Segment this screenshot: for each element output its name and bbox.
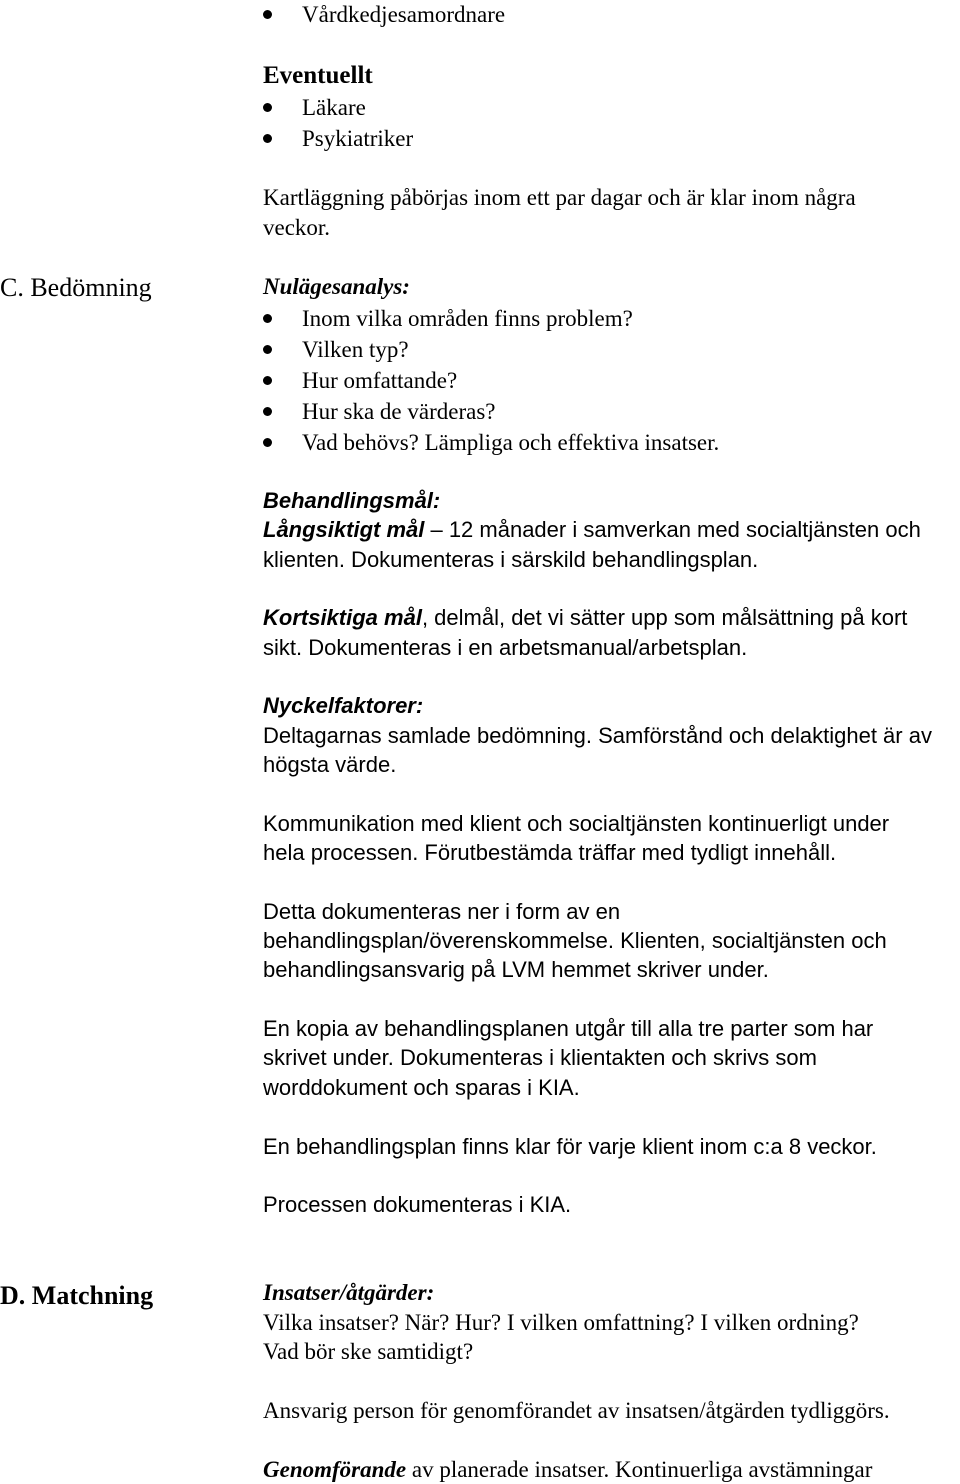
process-line: Processen dokumenteras i KIA.	[263, 1192, 572, 1217]
langsiktigt-line: klienten. Dokumenteras i särskild behandlingsplan.	[263, 547, 759, 572]
kommunikation-line: hela processen. Förutbestämda träffar med tydligt innehåll.	[263, 840, 837, 865]
nyckelfaktorer-line: högsta värde.	[263, 752, 397, 777]
detta-line: behandlingsansvarig på LVM hemmet skriver under.	[263, 957, 769, 982]
kartlaggning-line: veckor.	[263, 215, 331, 240]
document-page: Vårdkedjesamordnare Eventuellt Läkare Psykiatriker Kartläggning påbörjas inom ett par dagar och är klar inom några veckor. C. Bedömning Nulägesanalys: Inom vilka områden finns problem? Vilken typ? Hur omfattande? Hur ska de värderas? Vad behövs? Lämpliga och effektiva insatser. Behandlingsmål: Långsiktigt mål – 12 månader i samverkan med socialtjänsten och klienten. Dokumenteras i särskild behandlingsplan. Kortsiktiga mål, delmål, det vi sätter upp som målsättning på kort sikt. Dokumenteras i en arbetsmanual/arbetsplan. Nyckelfaktorer: Deltagarnas samlade bedömning. Samförstånd och delaktighet är av högsta värde. Kommunikation med klient och socialtjänsten kontinuerligt under hela processen. Förutbestämda träffar med tydligt innehåll. Detta dokumenteras ner i form av en behandlingsplan/överenskommelse. Klienten, socialtjänsten och behandlingsansvarig på LVM hemmet skriver under. En kopia av behandlingsplanen utgår till alla tre parter som har skrivet under. Dokumenteras i klientakten och skrivs som worddokument och sparas i KIA. En behandlingsplan finns klar för varje klient inom c:a 8 veckor. Processen dokumenteras i KIA. D. Matchning Insatser/åtgärder: Vilka insatser? När? Hur? I vilken omfattning? I vilken ordning? Vad bör ske samtidigt? Ansvarig person för genomförandet av insatsen/åtgärden tydliggörs. Genomförande av planerade insatser. Kontinuerliga avstämningar	[0, 2, 932, 1482]
ansvarig-line: Ansvarig person för genomförandet av insatsen/åtgärden tydliggörs.	[263, 1398, 890, 1423]
detta-line: Detta dokumenteras ner i form av en	[263, 899, 621, 924]
nulagesanalys-heading: Nulägesanalys:	[263, 274, 410, 299]
genomforande-label: Genomförande	[263, 1457, 407, 1482]
bullet-icon	[263, 124, 272, 153]
behandlingsmal-heading: Behandlingsmål:	[263, 488, 441, 513]
kortsiktiga-line: Kortsiktiga mål, delmål, det vi sätter upp som målsättning på kort	[263, 605, 908, 630]
kommunikation-line: Kommunikation med klient och socialtjänsten kontinuerligt under	[263, 811, 890, 836]
genomforande-line: Genomförande av planerade insatser. Kontinuerliga avstämningar	[263, 1457, 873, 1482]
kopia-line: En kopia av behandlingsplanen utgår till alla tre parter som har	[263, 1016, 874, 1041]
section-c-label: C. Bedömning	[0, 273, 152, 302]
bullet-icon	[263, 93, 272, 122]
nyckelfaktorer-line: Deltagarnas samlade bedömning. Samförstånd och delaktighet är av	[263, 723, 932, 748]
kopia-line: skrivet under. Dokumenteras i klientakten och skrivs som	[263, 1045, 817, 1070]
kopia-line: worddokument och sparas i KIA.	[263, 1075, 580, 1100]
eventuellt-heading: Eventuellt	[263, 62, 373, 89]
langsiktigt-line: Långsiktigt mål – 12 månader i samverkan med socialtjänsten och	[263, 517, 921, 542]
bullet-icon	[263, 397, 272, 426]
bullet-icon	[263, 304, 272, 333]
bullet-icon	[263, 335, 272, 364]
kartlaggning-line: Kartläggning påbörjas inom ett par dagar och är klar inom några	[263, 185, 856, 210]
kortsiktiga-line: sikt. Dokumenteras i en arbetsmanual/arbetsplan.	[263, 635, 748, 660]
insatser-line: Vilka insatser? När? Hur? I vilken omfattning? I vilken ordning?	[263, 1310, 859, 1335]
bullet-icon	[263, 0, 272, 29]
bullet-icon	[263, 428, 272, 457]
insatser-line: Vad bör ske samtidigt?	[263, 1339, 474, 1364]
bullet-icon	[263, 366, 272, 395]
langsiktigt-label: Långsiktigt mål	[263, 517, 425, 542]
nyckelfaktorer-heading: Nyckelfaktorer:	[263, 693, 424, 718]
kortsiktiga-label: Kortsiktiga mål	[263, 605, 422, 630]
detta-line: behandlingsplan/överenskommelse. Klienten, socialtjänsten och	[263, 928, 887, 953]
plan-line: En behandlingsplan finns klar för varje klient inom c:a 8 veckor.	[263, 1134, 877, 1159]
section-d-label: D. Matchning	[0, 1281, 154, 1310]
insatser-heading: Insatser/åtgärder:	[263, 1280, 435, 1305]
